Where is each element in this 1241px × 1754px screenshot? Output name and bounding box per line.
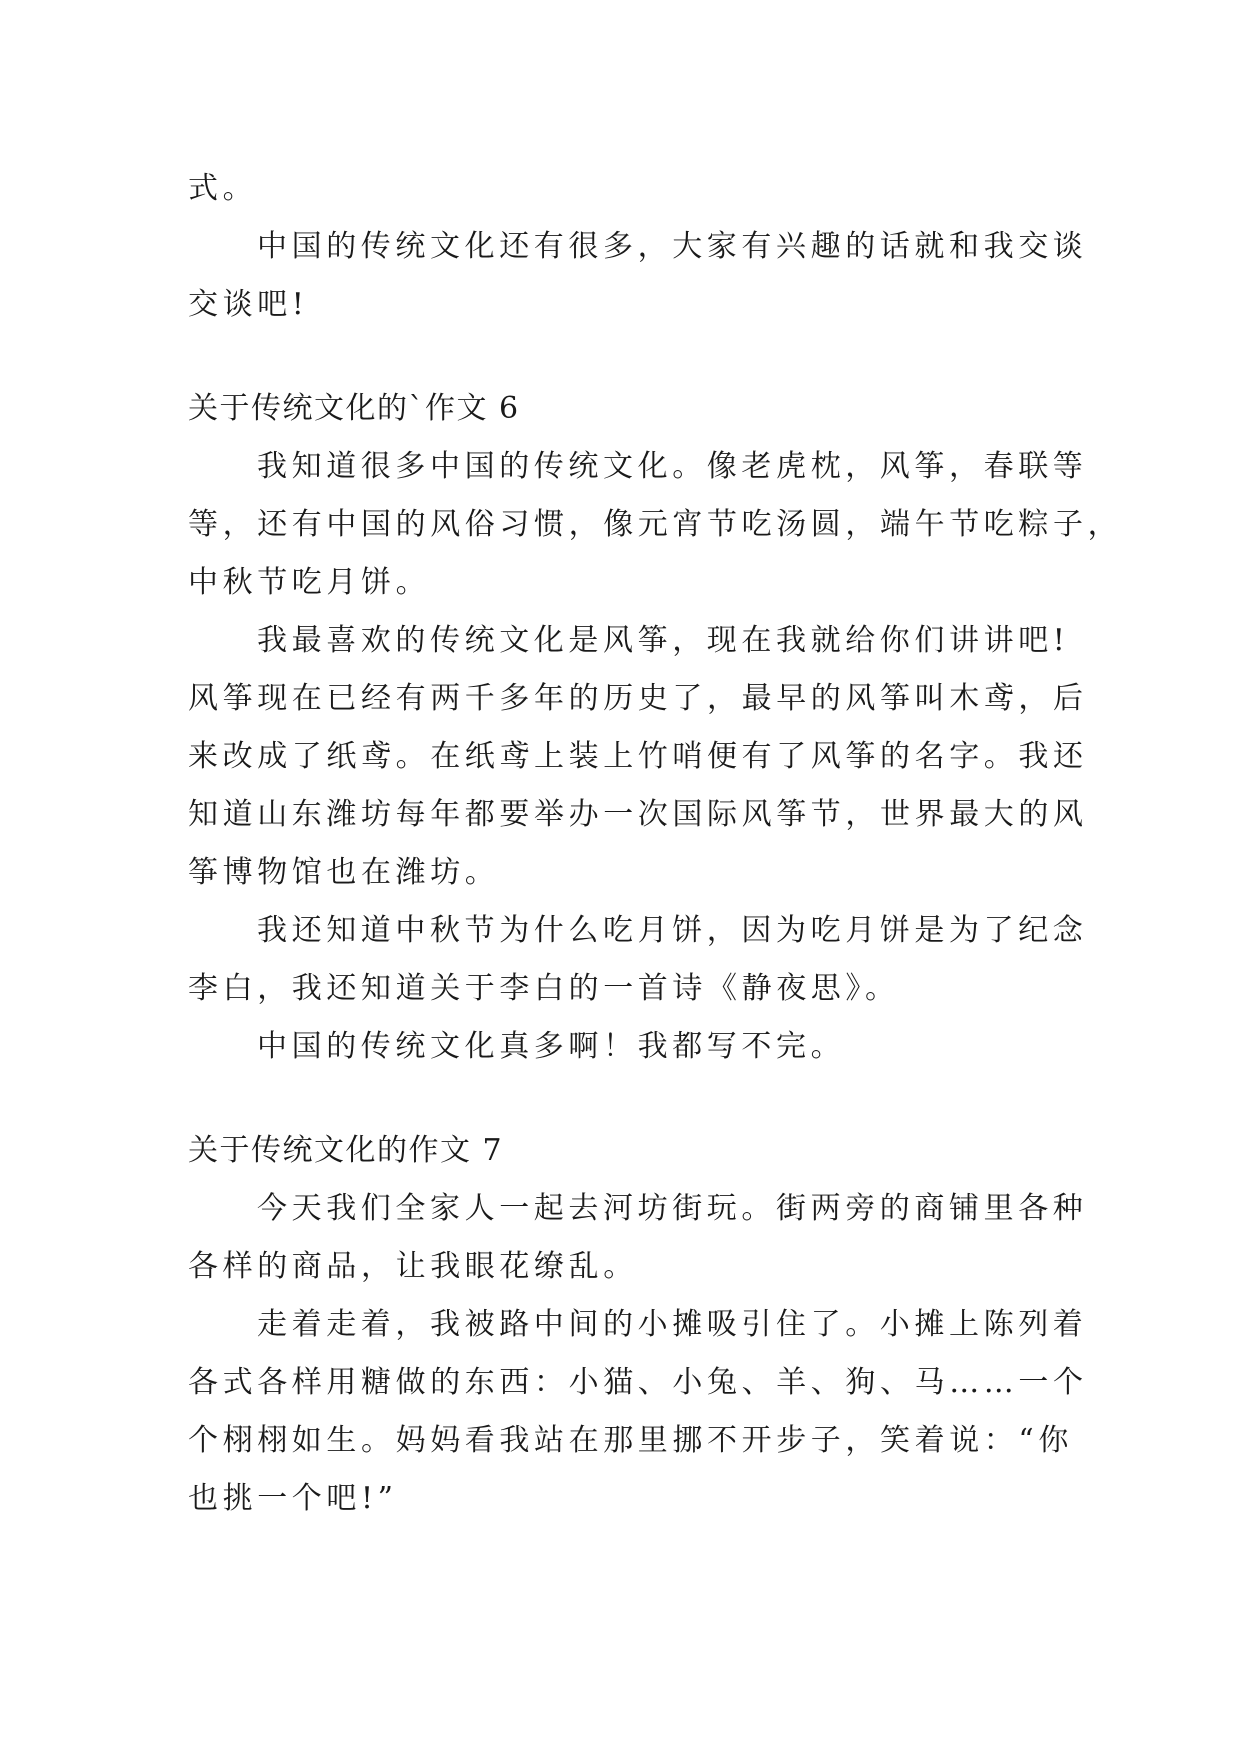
section-heading: 关于传统文化的`作文 6 [188,391,520,426]
paragraph-line: 式。 [188,171,258,206]
paragraph-line: 走着走着，我被路中间的小摊吸引住了。小摊上陈列着 [257,1307,1088,1342]
paragraph-line: 李白，我还知道关于李白的一首诗《静夜思》。 [188,971,900,1006]
paragraph-line: 我还知道中秋节为什么吃月饼，因为吃月饼是为了纪念 [257,913,1088,948]
paragraph-line: 筝博物馆也在潍坊。 [188,855,500,890]
document-body [188,160,1123,1528]
section-heading-block [188,1122,1068,1180]
paragraph-line: 我知道很多中国的传统文化。像老虎枕，风筝，春联等 [257,449,1088,484]
paragraph-line: 我最喜欢的传统文化是风筝，现在我就给你们讲讲吧! [257,623,1070,658]
paragraph-line: 知道山东潍坊每年都要举办一次国际风筝节，世界最大的风 [188,797,1088,832]
paragraph-line: 各式各样用糖做的东西：小猫、小兔、羊、狗、马……一个 [188,1365,1088,1400]
paragraph-line: 个栩栩如生。妈妈看我站在那里挪不开步子，笑着说：“你 [188,1423,1073,1458]
paragraph-line: 交谈吧! [188,287,309,322]
paragraph [188,160,1068,218]
paragraph [188,902,1088,1018]
paragraph-line: 中国的传统文化真多啊！我都写不完。 [257,1029,846,1064]
paragraph-line: 来改成了纸鸢。在纸鸢上装上竹哨便有了风筝的名字。我还 [188,739,1088,774]
paragraph [188,612,1088,902]
section-heading-block [188,380,1068,438]
paragraph [188,218,1088,334]
section-heading: 关于传统文化的作文 7 [188,1133,504,1168]
paragraph [188,438,1123,612]
paragraph-line: 今天我们全家人一起去河坊街玩。街两旁的商铺里各种 [257,1191,1088,1226]
paragraph-line: 各样的商品，让我眼花缭乱。 [188,1249,638,1284]
paragraph-line: 中国的传统文化还有很多，大家有兴趣的话就和我交谈 [257,229,1088,264]
paragraph [188,1018,1068,1076]
paragraph-line: 风筝现在已经有两千多年的历史了，最早的风筝叫木鸢，后 [188,681,1088,716]
paragraph [188,1180,1088,1296]
paragraph-line: 也挑一个吧!” [188,1481,398,1516]
paragraph-line: 等，还有中国的风俗习惯，像元宵节吃汤圆，端午节吃粽子， [188,507,1123,542]
paragraph [188,1296,1088,1528]
paragraph-line: 中秋节吃月饼。 [188,565,431,600]
